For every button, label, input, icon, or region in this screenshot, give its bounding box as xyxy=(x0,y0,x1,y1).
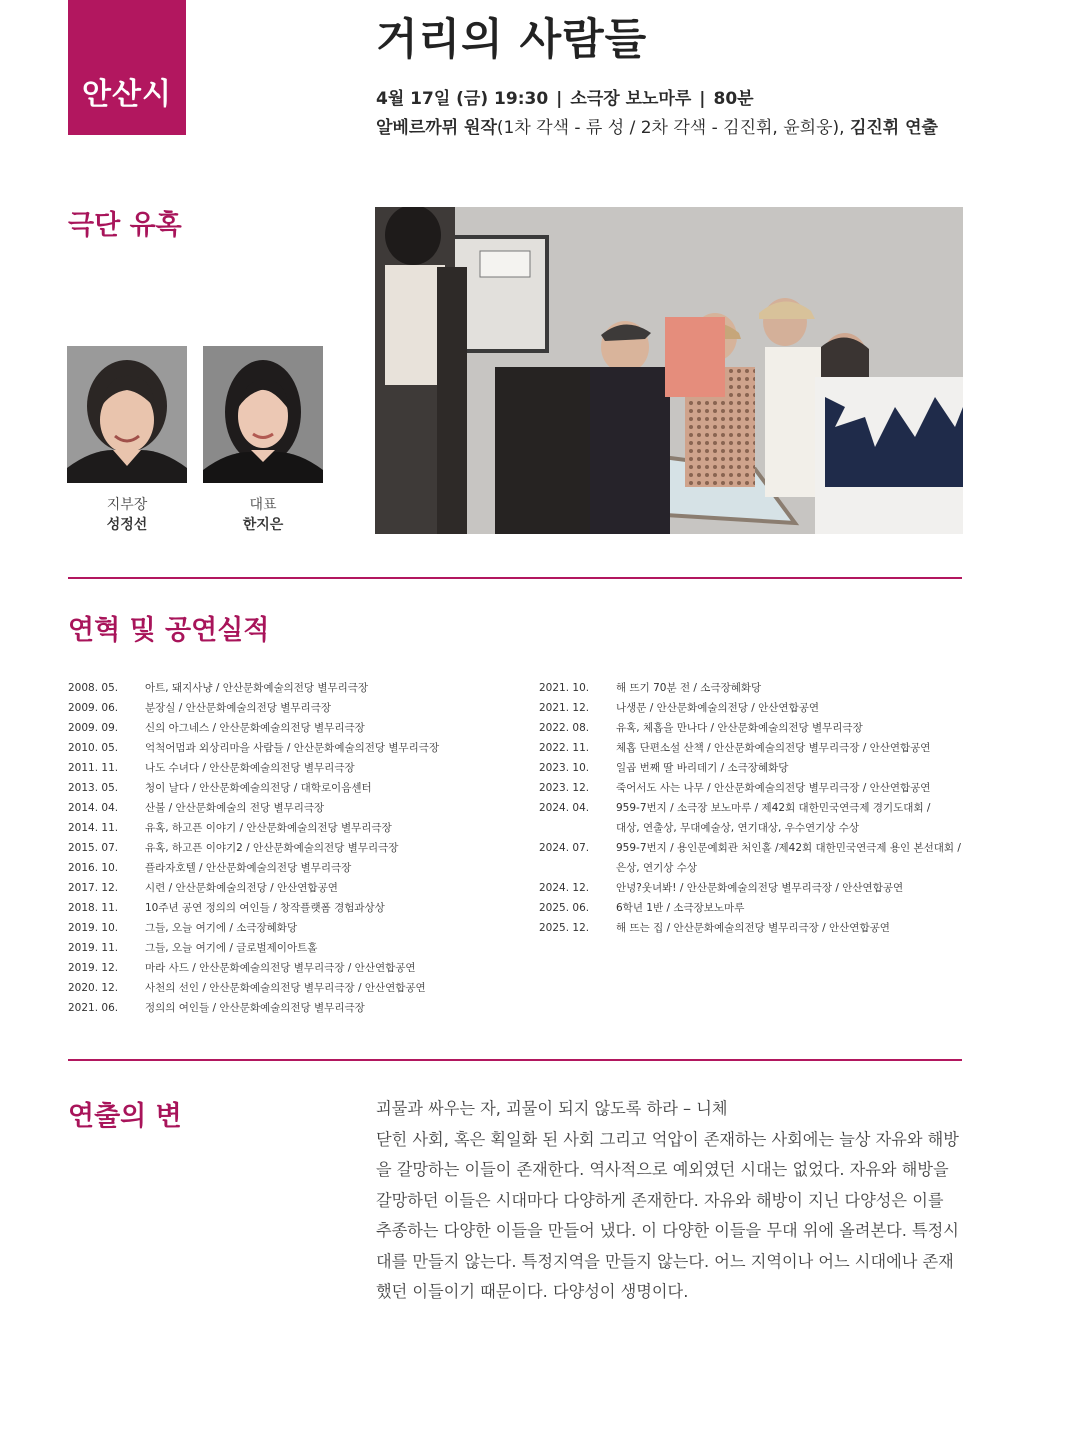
history-entry xyxy=(539,778,961,798)
history-entry xyxy=(539,718,961,738)
history-text: 억척어멈과 외상리마을 사람들 / 안산문화예술의전당 별무리극장 xyxy=(145,742,440,754)
history-entry xyxy=(68,718,439,738)
history-date: 2014. 11. xyxy=(68,822,119,834)
history-list-right xyxy=(539,678,961,938)
history-date: 2022. 11. xyxy=(539,742,590,754)
history-text: 나도 수녀다 / 안산문화예술의전당 별무리극장 xyxy=(145,762,355,774)
performance-schedule xyxy=(376,84,754,109)
note-line: 닫힌 사회, 혹은 획일화 된 사회 그리고 억압이 존재하는 사회에는 늘상 자유와 해방 xyxy=(376,1129,959,1149)
history-entry xyxy=(539,838,961,858)
history-date: 2025. 06. xyxy=(539,902,590,914)
performance-venue: 소극장 보노마루 xyxy=(570,89,692,109)
history-date: 2008. 05. xyxy=(68,682,119,694)
history-text: 959-7번지 / 용인문예회관 처인홀 /제42회 대한민국연극제 용인 본선대회 / xyxy=(616,842,961,854)
history-entry xyxy=(539,818,961,838)
director-note-title: 연출의 변 xyxy=(68,1101,182,1132)
history-entry xyxy=(68,858,439,878)
history-date: 2011. 11. xyxy=(68,762,119,774)
history-date: 2021. 06. xyxy=(68,1002,119,1014)
history-text: 아트, 돼지사냥 / 안산문화예술의전당 별무리극장 xyxy=(145,682,369,694)
portrait-photo xyxy=(67,346,187,483)
history-list-left xyxy=(68,678,439,1018)
history-text: 나생문 / 안산문화예술의전당 / 안산연합공연 xyxy=(616,702,819,714)
history-date: 2010. 05. xyxy=(68,742,119,754)
history-date: 2023. 12. xyxy=(539,782,590,794)
portrait-photo xyxy=(203,346,323,483)
history-title: 연혁 및 공연실적 xyxy=(68,615,270,646)
history-date: 2018. 11. xyxy=(68,902,119,914)
history-entry xyxy=(539,918,961,938)
history-date: 2019. 12. xyxy=(68,962,119,974)
history-text: 체홉 단편소설 산책 / 안산문화예술의전당 별무리극장 / 안산연합공연 xyxy=(616,742,931,754)
history-date: 2022. 08. xyxy=(539,722,590,734)
original-author: 알베르까뮈 원작 xyxy=(376,118,497,138)
history-entry xyxy=(68,678,439,698)
note-line: 대를 만들지 않는다. 특정지역을 만들지 않는다. 어느 지역이나 어느 시대에나 존재 xyxy=(376,1251,954,1271)
history-entry xyxy=(68,798,439,818)
history-text: 959-7번지 / 소극장 보노마루 / 제42회 대한민국연극제 경기도대회 / xyxy=(616,802,931,814)
performance-date: 4월 17일 (금) 19:30 xyxy=(376,89,549,109)
performance-duration: 80분 xyxy=(713,89,754,109)
history-text: 플라자호텔 / 안산문화예술의전당 별무리극장 xyxy=(145,862,352,874)
history-text: 분장실 / 안산문화예술의전당 별무리극장 xyxy=(145,702,331,714)
history-text: 유혹, 체홉을 만나다 / 안산문화예술의전당 별무리극장 xyxy=(616,722,863,734)
history-text: 유혹, 하고픈 이야기 / 안산문화예술의전당 별무리극장 xyxy=(145,822,392,834)
troupe-name: 극단 유혹 xyxy=(68,210,182,241)
history-date: 2014. 04. xyxy=(68,802,119,814)
performance-title: 거리의 사람들 xyxy=(376,15,648,65)
history-entry xyxy=(539,758,961,778)
history-entry xyxy=(68,978,439,998)
history-date: 2013. 05. xyxy=(68,782,119,794)
member-caption xyxy=(67,495,187,535)
director-credit: 김진휘 연출 xyxy=(849,118,938,138)
history-text: 그들, 오늘 여기에 / 소극장혜화당 xyxy=(145,922,298,934)
history-text: 산불 / 안산문화예술의 전당 별무리극장 xyxy=(145,802,325,814)
adaptation-credits: (1차 각색 - 류 성 / 2차 각색 - 김진휘, 윤희웅), xyxy=(496,118,850,138)
history-date: 2024. 07. xyxy=(539,842,590,854)
history-text: 대상, 연출상, 무대예술상, 연기대상, 우수연기상 수상 xyxy=(616,822,860,834)
history-date: 2020. 12. xyxy=(68,982,119,994)
history-entry xyxy=(68,738,439,758)
history-text: 정의의 여인들 / 안산문화예술의전당 별무리극장 xyxy=(145,1002,365,1014)
city-label: 안산시 xyxy=(82,77,172,112)
history-entry xyxy=(539,698,961,718)
separator: | xyxy=(699,89,706,109)
history-text: 해 뜨기 70분 전 / 소극장혜화당 xyxy=(616,682,762,694)
history-entry xyxy=(539,738,961,758)
section-divider xyxy=(68,1059,962,1061)
history-text: 그들, 오늘 여기에 / 글로벌제이아트홀 xyxy=(145,942,318,954)
history-text: 유혹, 하고픈 이야기2 / 안산문화예술의전당 별무리극장 xyxy=(145,842,399,854)
history-text: 청이 날다 / 안산문화예술의전당 / 대학로이음센터 xyxy=(145,782,372,794)
history-entry xyxy=(68,878,439,898)
member-caption xyxy=(203,495,323,535)
member-name: 한지은 xyxy=(242,517,284,533)
history-text: 해 뜨는 집 / 안산문화예술의전당 별무리극장 / 안산연합공연 xyxy=(616,922,890,934)
history-date: 2024. 04. xyxy=(539,802,590,814)
rehearsal-photo xyxy=(375,207,963,534)
note-line: 갈망하던 이들은 시대마다 다양하게 존재한다. 자유와 해방이 지닌 다양성은 이를 xyxy=(376,1190,944,1210)
section-divider xyxy=(68,577,962,579)
member-role: 지부장 xyxy=(106,497,148,513)
history-date: 2019. 10. xyxy=(68,922,119,934)
history-text: 시련 / 안산문화예술의전당 / 안산연합공연 xyxy=(145,882,338,894)
note-line: 했던 이들이기 때문이다. 다양성이 생명이다. xyxy=(376,1282,689,1301)
history-entry xyxy=(68,838,439,858)
history-entry xyxy=(539,898,961,918)
history-entry xyxy=(68,998,439,1018)
history-text: 신의 아그네스 / 안산문화예술의전당 별무리극장 xyxy=(145,722,365,734)
director-note-text xyxy=(376,1094,964,1308)
history-entry xyxy=(68,778,439,798)
city-badge xyxy=(68,0,186,135)
history-text: 사천의 선인 / 안산문화예술의전당 별무리극장 / 안산연합공연 xyxy=(145,982,426,994)
history-entry xyxy=(68,918,439,938)
history-date: 2024. 12. xyxy=(539,882,590,894)
note-line: 괴물과 싸우는 자, 괴물이 되지 않도록 하라 – 니체 xyxy=(376,1099,728,1118)
history-entry xyxy=(68,958,439,978)
history-entry xyxy=(539,798,961,818)
performance-credits xyxy=(376,113,938,138)
history-date: 2015. 07. xyxy=(68,842,119,854)
history-date: 2009. 09. xyxy=(68,722,119,734)
history-text: 마라 사드 / 안산문화예술의전당 별무리극장 / 안산연합공연 xyxy=(145,962,416,974)
history-entry xyxy=(539,878,961,898)
history-entry xyxy=(68,698,439,718)
note-line: 을 갈망하는 이들이 존재한다. 역사적으로 예외였던 시대는 없었다. 자유와 해방을 xyxy=(376,1160,949,1179)
history-text: 6학년 1반 / 소극장보노마루 xyxy=(616,902,745,914)
history-entry xyxy=(68,758,439,778)
history-date: 2021. 10. xyxy=(539,682,590,694)
history-entry xyxy=(68,818,439,838)
history-entry xyxy=(68,938,439,958)
history-text: 10주년 공연 정의의 여인들 / 창작플랫폼 경험과상상 xyxy=(145,902,385,914)
history-date: 2017. 12. xyxy=(68,882,119,894)
history-text: 은상, 연기상 수상 xyxy=(616,862,698,874)
history-text: 죽어서도 사는 나무 / 안산문화예술의전당 별무리극장 / 안산연합공연 xyxy=(616,782,931,794)
history-entry xyxy=(539,678,961,698)
history-entry xyxy=(68,898,439,918)
separator: | xyxy=(556,89,563,109)
history-text: 일곱 번째 딸 바리데기 / 소극장혜화당 xyxy=(616,762,789,774)
history-text: 안녕?웃녀봐! / 안산문화예술의전당 별무리극장 / 안산연합공연 xyxy=(616,882,904,894)
history-date: 2019. 11. xyxy=(68,942,119,954)
history-date: 2023. 10. xyxy=(539,762,590,774)
history-date: 2021. 12. xyxy=(539,702,590,714)
history-date: 2016. 10. xyxy=(68,862,119,874)
note-line: 추종하는 다양한 이들을 만들어 냈다. 이 다양한 이들을 무대 위에 올려본다. 특정시 xyxy=(376,1221,959,1240)
history-entry xyxy=(539,858,961,878)
history-date: 2009. 06. xyxy=(68,702,119,714)
member-role: 대표 xyxy=(249,497,277,513)
history-date: 2025. 12. xyxy=(539,922,590,934)
member-name: 성정선 xyxy=(106,517,148,533)
